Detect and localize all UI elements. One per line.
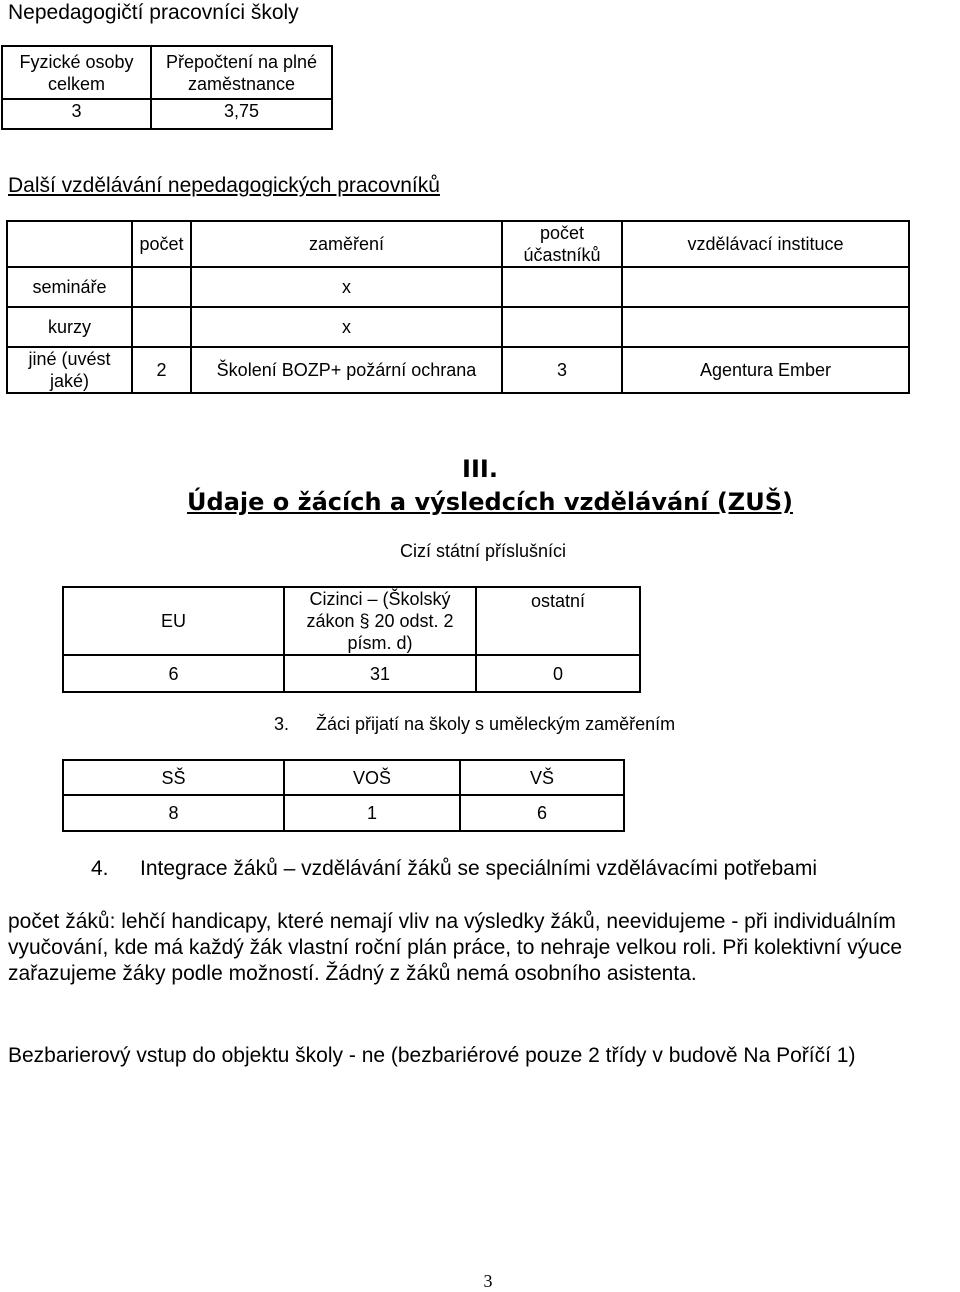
training-row-institution: Agentura Ember [622,347,909,393]
admitted-value-ss: 8 [63,795,284,831]
training-header-focus: zaměření [191,221,502,267]
foreign-value-other: 0 [476,655,640,692]
foreign-caption: Cizí státní příslušníci [400,541,567,561]
training-row-participants [502,267,622,307]
training-row-focus: Školení BOZP+ požární ochrana [191,347,502,393]
admitted-value-vs: 6 [460,795,624,831]
training-row-count [132,307,191,347]
training-row-type: jiné (uvést jaké) [7,347,132,393]
training-row-count: 2 [132,347,191,393]
table-row [7,347,909,393]
training-header-institution: vzdělávací instituce [622,221,909,267]
page-number: 3 [483,1271,493,1291]
foreign-value-foreigners: 31 [284,655,476,692]
staff-value-fte: 3,75 [151,99,332,129]
section-title: Údaje o žácích a výsledcích vzdělávání (ZUŠ) [187,488,793,516]
section-number: III. [462,455,498,483]
foreign-header-foreigners: Cizinci – (Školský zákon § 20 odst. 2 písm. d) [284,587,476,655]
table-row [7,267,909,307]
staff-value-headcount: 3 [2,99,151,129]
training-row-participants [502,307,622,347]
foreign-header-other: ostatní [476,587,640,655]
training-table [6,220,910,394]
admitted-number: 3. [274,714,290,734]
admitted-header-ss: SŠ [63,760,284,795]
training-row-count [132,267,191,307]
integration-number: 4. [91,857,109,880]
training-header-participants: počet účastníků [502,221,622,267]
training-row-focus: x [191,307,502,347]
foreign-table [62,586,641,693]
admitted-title: Žáci přijatí na školy s uměleckým zaměřením [316,714,676,734]
staff-table [1,45,333,130]
barrier-value: ne (bezbariérové pouze 2 třídy v budově Na Poříčí 1) [361,1044,856,1067]
training-row-participants: 3 [502,347,622,393]
admitted-header-vs: VŠ [460,760,624,795]
admitted-header-vos: VOŠ [284,760,460,795]
training-row-institution [622,267,909,307]
integration-paragraph: počet žáků: lehčí handicapy, které nemají vliv na výsledky žáků, neevidujeme - při individuálním vyučování, kde má každý žák vlastní roční plán práce, to nehraje velkou roli. Při kolektivní výuce zařazujeme žáky podle možností. Žádný z žáků nemá osobního asistenta. [8,910,903,985]
admitted-value-vos: 1 [284,795,460,831]
training-heading: Další vzdělávání nepedagogických pracovníků [8,174,440,197]
training-header-empty [7,221,132,267]
staff-header-fte: Přepočtení na plné zaměstnance [151,46,332,99]
admitted-table [62,759,625,832]
training-header-count: počet [132,221,191,267]
foreign-value-eu: 6 [63,655,284,692]
barrier-label: Bezbarierový vstup do objektu školy - [8,1044,356,1067]
barrier-free-line [8,1044,855,1068]
training-row-type: kurzy [7,307,132,347]
training-row-institution [622,307,909,347]
integration-title: Integrace žáků – vzdělávání žáků se speciálními vzdělávacími potřebami [140,857,818,880]
table-row [7,307,909,347]
staff-header-headcount: Fyzické osoby celkem [2,46,151,99]
foreign-header-eu: EU [63,587,284,655]
training-row-focus: x [191,267,502,307]
staff-heading: Nepedagogičtí pracovníci školy [8,1,299,24]
training-row-type: semináře [7,267,132,307]
